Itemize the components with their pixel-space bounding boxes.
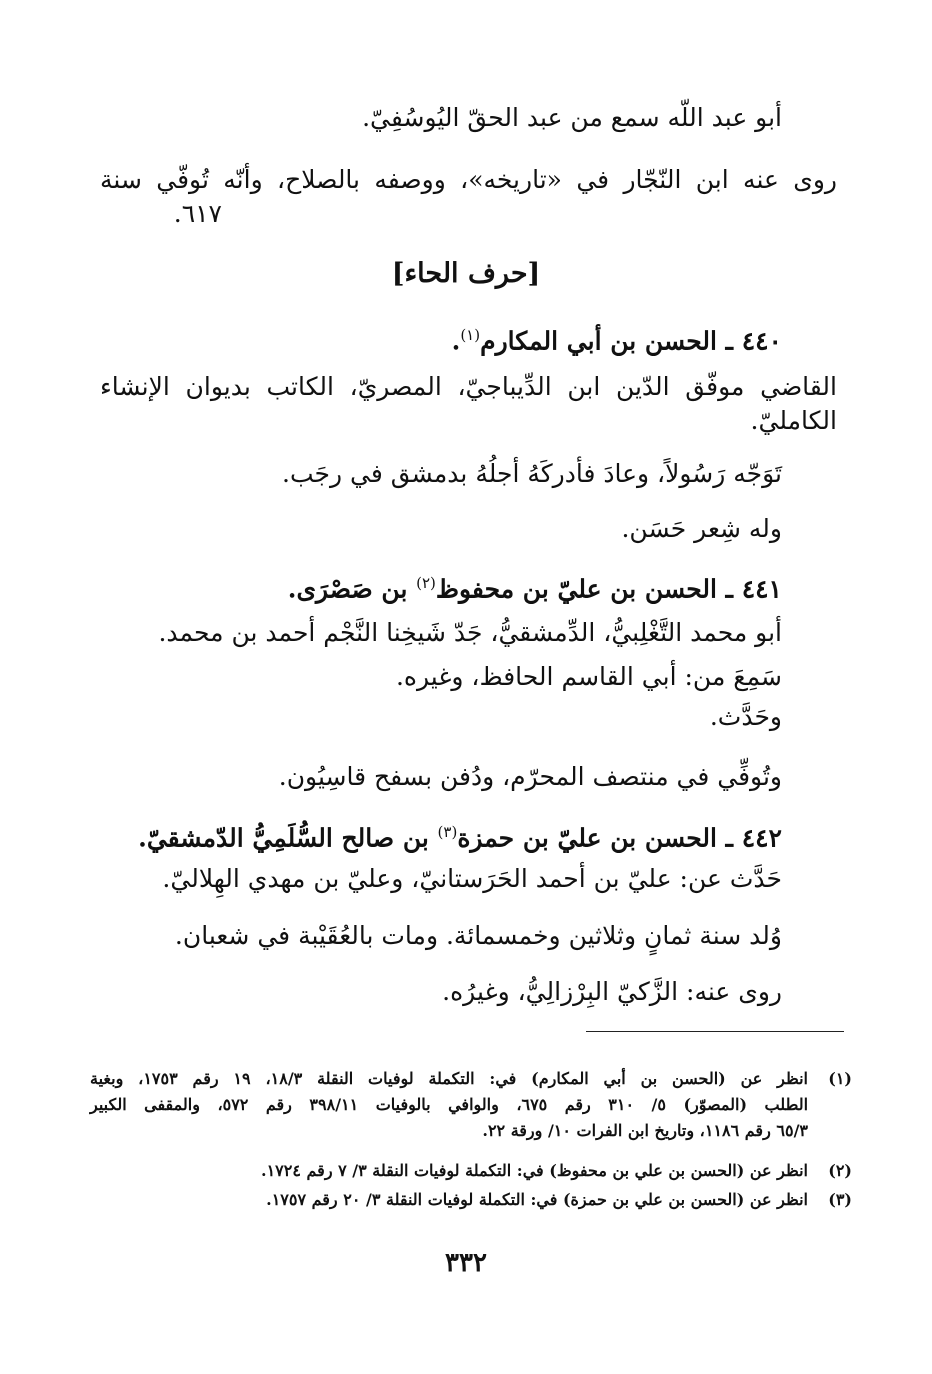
- footnote-number: (١): [828, 1069, 852, 1088]
- footnote-number: (٣): [828, 1190, 852, 1209]
- text-line: أبو عبد اللّه سمع من عبد الحقّ اليُوسُفِيّ.: [362, 103, 782, 132]
- footnote-ref[interactable]: (٢): [416, 574, 436, 592]
- text-line: حَدَّث عن: عليّ بن أحمد الحَرَستانيّ، وعليّ بن مهدي الهِلاليّ.: [162, 864, 782, 893]
- footnote-ref[interactable]: (٣): [437, 823, 458, 841]
- footnote-line: ٦٥/٣ رقم ١١٨٦، وتاريخ ابن الفرات ١٠/ ورقة ٢٢.: [482, 1121, 808, 1140]
- footnote-line: انظر عن (الحسن بن علي بن محفوظ) في: التكملة لوفيات النقلة ٣/ ٧ رقم ١٧٢٤.: [261, 1161, 808, 1180]
- text-line: القاضي موفّق الدّين ابن الدِّيباجيّ، المصريّ، الكاتب بديوان الإنشاء: [100, 372, 837, 401]
- footnote-line: الطلب (المصوّر) ٥/ ٣١٠ رقم ٦٧٥، والوافي بالوفيات ٣٩٨/١١ رقم ٥٧٢، والمقفى الكبير: [90, 1095, 809, 1114]
- footnote-separator: [586, 1031, 844, 1032]
- text-line: وحَدَّث.: [709, 702, 782, 731]
- footnote: [90, 1187, 852, 1213]
- text-line: وتُوفِّي في منتصف المحرّم، ودُفن بسفح قاسِيُون.: [278, 762, 782, 791]
- page-number: ٣٣٢: [445, 1248, 487, 1278]
- footnote-number: (٢): [828, 1161, 852, 1180]
- text-line: روى عنه: الزَّكيّ البِرْزالِيُّ، وغيرُه.: [442, 977, 782, 1006]
- text-line: أبو محمد التَّغْلِبيُّ، الدِّمشقيُّ، جَدّ شَيخِنا النَّجْم أحمد بن محمد.: [158, 618, 782, 647]
- text-line: الكامليّ.: [750, 406, 837, 435]
- footnote-ref[interactable]: (١): [460, 326, 481, 344]
- footnote: [90, 1158, 852, 1184]
- entry-title: ٤٤٠ ـ الحسن بن أبي المكارم$^{(١)}$.: [451, 326, 782, 356]
- text-line: تَوَجّه رَسُولاً، وعادَ فأدركَهُ أجلُهُ بدمشق في رجَب.: [282, 459, 782, 488]
- text-line: وله شِعر حَسَن.: [621, 514, 782, 543]
- entry-title: ٤٤١ ـ الحسن بن عليّ بن محفوظ$^{(٢)}$ بن صَصْرَى.: [287, 574, 782, 604]
- entry-title: ٤٤٢ ـ الحسن بن عليّ بن حمزة$^{(٣)}$ بن صالح السُّلَمِيُّ الدّمشقيّ.: [138, 823, 782, 853]
- section-heading: [حرف الحاء]: [391, 258, 541, 289]
- footnote-line: انظر عن (الحسن بن علي بن حمزة) في: التكملة لوفيات النقلة ٣/ ٢٠ رقم ١٧٥٧.: [266, 1190, 808, 1209]
- footnote-line: انظر عن (الحسن بن أبي المكارم) في: التكملة لوفيات النقلة ١٨/٣، ١٩ رقم ١٧٥٣، وبغية: [90, 1069, 808, 1088]
- text-line: وُلد سنة ثمانٍ وثلاثين وخمسمائة. ومات بالعُقَيْبة في شعبان.: [174, 921, 782, 950]
- footnote: [90, 1066, 852, 1144]
- text-line: ٦١٧.: [173, 199, 222, 228]
- text-line: روى عنه ابن النّجّار في «تاريخه»، ووصفه بالصلاح، وأنّه تُوفّي سنة: [100, 165, 837, 194]
- text-line: سَمِعَ من: أبي القاسم الحافظ، وغيره.: [395, 662, 782, 691]
